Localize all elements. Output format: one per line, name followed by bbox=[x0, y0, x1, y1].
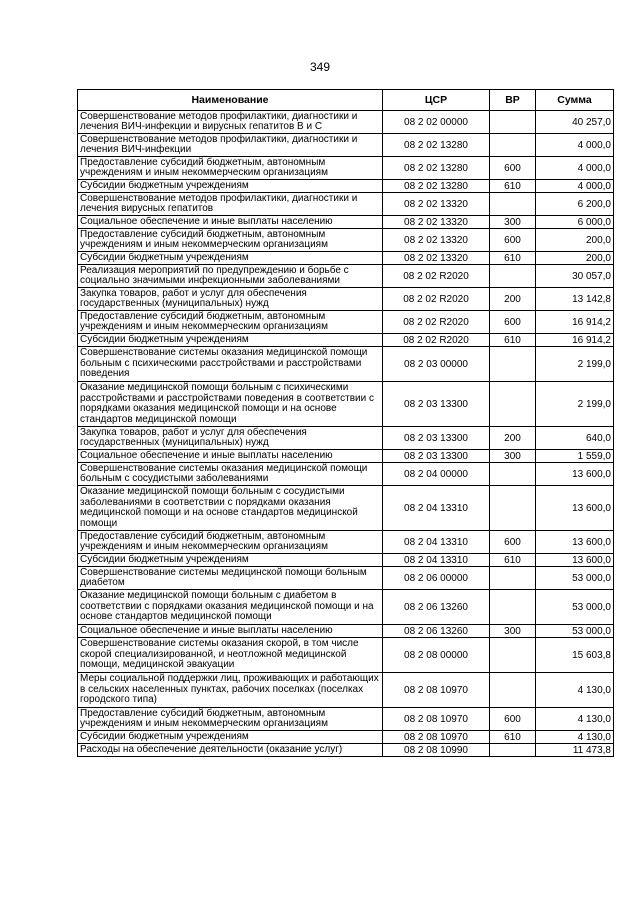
cell-sum: 16 914,2 bbox=[536, 334, 614, 347]
cell-sum: 53 000,0 bbox=[536, 590, 614, 625]
header-csr: ЦСР bbox=[383, 90, 490, 111]
table-row bbox=[78, 673, 614, 708]
cell-csr: 08 2 08 10970 bbox=[383, 708, 490, 731]
cell-sum: 4 000,0 bbox=[536, 157, 614, 180]
cell-csr: 08 2 06 00000 bbox=[383, 567, 490, 590]
cell-vr: 300 bbox=[490, 216, 536, 229]
table-row bbox=[78, 347, 614, 382]
cell-sum: 11 473,8 bbox=[536, 744, 614, 757]
cell-csr: 08 2 03 13300 bbox=[383, 427, 490, 450]
cell-name: Субсидии бюджетным учреждениям bbox=[78, 731, 383, 744]
cell-csr: 08 2 02 R2020 bbox=[383, 288, 490, 311]
cell-name: Закупка товаров, работ и услуг для обеспечения государственных (муниципальных) нужд bbox=[78, 288, 383, 311]
cell-csr: 08 2 02 13280 bbox=[383, 157, 490, 180]
cell-name: Совершенствование методов профилактики, диагностики и лечения вирусных гепатитов bbox=[78, 193, 383, 216]
table-row bbox=[78, 531, 614, 554]
cell-name: Субсидии бюджетным учреждениям bbox=[78, 554, 383, 567]
cell-vr: 610 bbox=[490, 334, 536, 347]
cell-name: Совершенствование системы оказания медицинской помощи больным с сосудистыми заболеваниями bbox=[78, 463, 383, 486]
cell-vr: 610 bbox=[490, 180, 536, 193]
cell-name: Предоставление субсидий бюджетным, автономным учреждениям и иным некоммерческим организациям bbox=[78, 708, 383, 731]
cell-vr bbox=[490, 673, 536, 708]
table-row bbox=[78, 216, 614, 229]
budget-table bbox=[77, 89, 614, 757]
cell-csr: 08 2 08 00000 bbox=[383, 638, 490, 673]
cell-csr: 08 2 03 00000 bbox=[383, 347, 490, 382]
cell-sum: 13 142,8 bbox=[536, 288, 614, 311]
cell-csr: 08 2 02 13320 bbox=[383, 229, 490, 252]
cell-csr: 08 2 02 13320 bbox=[383, 252, 490, 265]
cell-vr: 610 bbox=[490, 252, 536, 265]
cell-csr: 08 2 08 10990 bbox=[383, 744, 490, 757]
table-row bbox=[78, 427, 614, 450]
table-header-row bbox=[78, 90, 614, 111]
cell-sum: 4 130,0 bbox=[536, 731, 614, 744]
cell-name: Совершенствование методов профилактики, диагностики и лечения ВИЧ-инфекции и вирусных гепатитов В и С bbox=[78, 111, 383, 134]
cell-vr: 610 bbox=[490, 554, 536, 567]
table-row bbox=[78, 463, 614, 486]
cell-name: Оказание медицинской помощи больным с сосудистыми заболеваниями в соответствии с порядками оказания медицинской помощи и на основе стандартов медицинской помощи bbox=[78, 486, 383, 531]
cell-csr: 08 2 02 R2020 bbox=[383, 311, 490, 334]
table-row bbox=[78, 450, 614, 463]
cell-csr: 08 2 02 13280 bbox=[383, 134, 490, 157]
cell-vr: 600 bbox=[490, 311, 536, 334]
table-row bbox=[78, 382, 614, 427]
table-row bbox=[78, 731, 614, 744]
cell-vr bbox=[490, 134, 536, 157]
cell-name: Реализация мероприятий по предупреждению и борьбе с социально значимыми инфекционными заболеваниями bbox=[78, 265, 383, 288]
cell-sum: 4 000,0 bbox=[536, 180, 614, 193]
cell-vr bbox=[490, 463, 536, 486]
table-row bbox=[78, 625, 614, 638]
table-row bbox=[78, 252, 614, 265]
cell-sum: 30 057,0 bbox=[536, 265, 614, 288]
cell-csr: 08 2 04 13310 bbox=[383, 486, 490, 531]
cell-sum: 2 199,0 bbox=[536, 382, 614, 427]
cell-name: Совершенствование системы оказания скорой, в том числе скорой специализированной, и неотложной медицинской помощи, медицинской эвакуации bbox=[78, 638, 383, 673]
table-row bbox=[78, 288, 614, 311]
cell-csr: 08 2 02 R2020 bbox=[383, 334, 490, 347]
cell-vr: 600 bbox=[490, 531, 536, 554]
cell-vr bbox=[490, 347, 536, 382]
cell-vr: 600 bbox=[490, 229, 536, 252]
cell-vr: 600 bbox=[490, 708, 536, 731]
cell-csr: 08 2 06 13260 bbox=[383, 625, 490, 638]
cell-sum: 13 600,0 bbox=[536, 531, 614, 554]
table-row bbox=[78, 567, 614, 590]
cell-vr: 300 bbox=[490, 450, 536, 463]
cell-vr bbox=[490, 590, 536, 625]
cell-csr: 08 2 02 13280 bbox=[383, 180, 490, 193]
cell-name: Субсидии бюджетным учреждениям bbox=[78, 252, 383, 265]
cell-name: Совершенствование системы оказания медицинской помощи больным с психическими расстройствами и расстройствами поведения bbox=[78, 347, 383, 382]
cell-name: Предоставление субсидий бюджетным, автономным учреждениям и иным некоммерческим организациям bbox=[78, 229, 383, 252]
cell-sum: 13 600,0 bbox=[536, 486, 614, 531]
cell-name: Оказание медицинской помощи больным с диабетом в соответствии с порядками оказания медицинской помощи и на основе стандартов медицинской помощи bbox=[78, 590, 383, 625]
cell-vr bbox=[490, 193, 536, 216]
cell-vr bbox=[490, 486, 536, 531]
table-row bbox=[78, 708, 614, 731]
cell-sum: 4 130,0 bbox=[536, 673, 614, 708]
cell-csr: 08 2 04 13310 bbox=[383, 554, 490, 567]
cell-csr: 08 2 08 10970 bbox=[383, 731, 490, 744]
cell-sum: 1 559,0 bbox=[536, 450, 614, 463]
cell-sum: 13 600,0 bbox=[536, 463, 614, 486]
cell-csr: 08 2 06 13260 bbox=[383, 590, 490, 625]
cell-csr: 08 2 08 10970 bbox=[383, 673, 490, 708]
cell-sum: 15 603,8 bbox=[536, 638, 614, 673]
table-row bbox=[78, 180, 614, 193]
table-row bbox=[78, 486, 614, 531]
cell-vr bbox=[490, 382, 536, 427]
cell-csr: 08 2 03 13300 bbox=[383, 382, 490, 427]
cell-csr: 08 2 04 00000 bbox=[383, 463, 490, 486]
header-sum: Сумма bbox=[536, 90, 614, 111]
cell-vr bbox=[490, 111, 536, 134]
table-row bbox=[78, 554, 614, 567]
page-number: 349 bbox=[309, 60, 331, 74]
table-row bbox=[78, 744, 614, 757]
cell-name: Социальное обеспечение и иные выплаты населению bbox=[78, 625, 383, 638]
cell-name: Совершенствование методов профилактики, диагностики и лечения ВИЧ-инфекции bbox=[78, 134, 383, 157]
cell-csr: 08 2 02 13320 bbox=[383, 193, 490, 216]
table-row bbox=[78, 229, 614, 252]
table-row bbox=[78, 311, 614, 334]
cell-name: Субсидии бюджетным учреждениям bbox=[78, 334, 383, 347]
cell-csr: 08 2 02 13320 bbox=[383, 216, 490, 229]
cell-name: Предоставление субсидий бюджетным, автономным учреждениям и иным некоммерческим организациям bbox=[78, 531, 383, 554]
cell-name: Предоставление субсидий бюджетным, автономным учреждениям и иным некоммерческим организациям bbox=[78, 311, 383, 334]
cell-vr bbox=[490, 265, 536, 288]
cell-sum: 6 000,0 bbox=[536, 216, 614, 229]
cell-sum: 2 199,0 bbox=[536, 347, 614, 382]
cell-sum: 200,0 bbox=[536, 252, 614, 265]
cell-vr: 200 bbox=[490, 427, 536, 450]
cell-vr bbox=[490, 567, 536, 590]
table-row bbox=[78, 265, 614, 288]
table-row bbox=[78, 193, 614, 216]
table-row bbox=[78, 638, 614, 673]
header-name: Наименование bbox=[78, 90, 383, 111]
cell-sum: 6 200,0 bbox=[536, 193, 614, 216]
header-vr: ВР bbox=[490, 90, 536, 111]
cell-name: Меры социальной поддержки лиц, проживающих и работающих в сельских населенных пунктах, рабочих поселках (поселках городского типа) bbox=[78, 673, 383, 708]
cell-sum: 13 600,0 bbox=[536, 554, 614, 567]
cell-sum: 53 000,0 bbox=[536, 567, 614, 590]
cell-sum: 53 000,0 bbox=[536, 625, 614, 638]
cell-csr: 08 2 04 13310 bbox=[383, 531, 490, 554]
table-row bbox=[78, 111, 614, 134]
cell-vr: 610 bbox=[490, 731, 536, 744]
cell-sum: 16 914,2 bbox=[536, 311, 614, 334]
cell-vr bbox=[490, 638, 536, 673]
cell-sum: 4 000,0 bbox=[536, 134, 614, 157]
cell-vr: 200 bbox=[490, 288, 536, 311]
cell-csr: 08 2 02 R2020 bbox=[383, 265, 490, 288]
cell-name: Оказание медицинской помощи больным с психическими расстройствами и расстройствами поведения в соответствии с порядками оказания медицинской помощи и на основе стандартов медицинской помощи bbox=[78, 382, 383, 427]
cell-name: Закупка товаров, работ и услуг для обеспечения государственных (муниципальных) нужд bbox=[78, 427, 383, 450]
cell-vr: 300 bbox=[490, 625, 536, 638]
cell-csr: 08 2 02 00000 bbox=[383, 111, 490, 134]
cell-sum: 200,0 bbox=[536, 229, 614, 252]
table-row bbox=[78, 157, 614, 180]
cell-name: Социальное обеспечение и иные выплаты населению bbox=[78, 216, 383, 229]
cell-name: Субсидии бюджетным учреждениям bbox=[78, 180, 383, 193]
cell-vr bbox=[490, 744, 536, 757]
table-row bbox=[78, 334, 614, 347]
cell-name: Предоставление субсидий бюджетным, автономным учреждениям и иным некоммерческим организациям bbox=[78, 157, 383, 180]
table-row bbox=[78, 590, 614, 625]
cell-name: Совершенствование системы медицинской помощи больным диабетом bbox=[78, 567, 383, 590]
cell-sum: 640,0 bbox=[536, 427, 614, 450]
cell-name: Социальное обеспечение и иные выплаты населению bbox=[78, 450, 383, 463]
cell-sum: 40 257,0 bbox=[536, 111, 614, 134]
cell-sum: 4 130,0 bbox=[536, 708, 614, 731]
table-row bbox=[78, 134, 614, 157]
cell-csr: 08 2 03 13300 bbox=[383, 450, 490, 463]
cell-vr: 600 bbox=[490, 157, 536, 180]
cell-name: Расходы на обеспечение деятельности (оказание услуг) bbox=[78, 744, 383, 757]
